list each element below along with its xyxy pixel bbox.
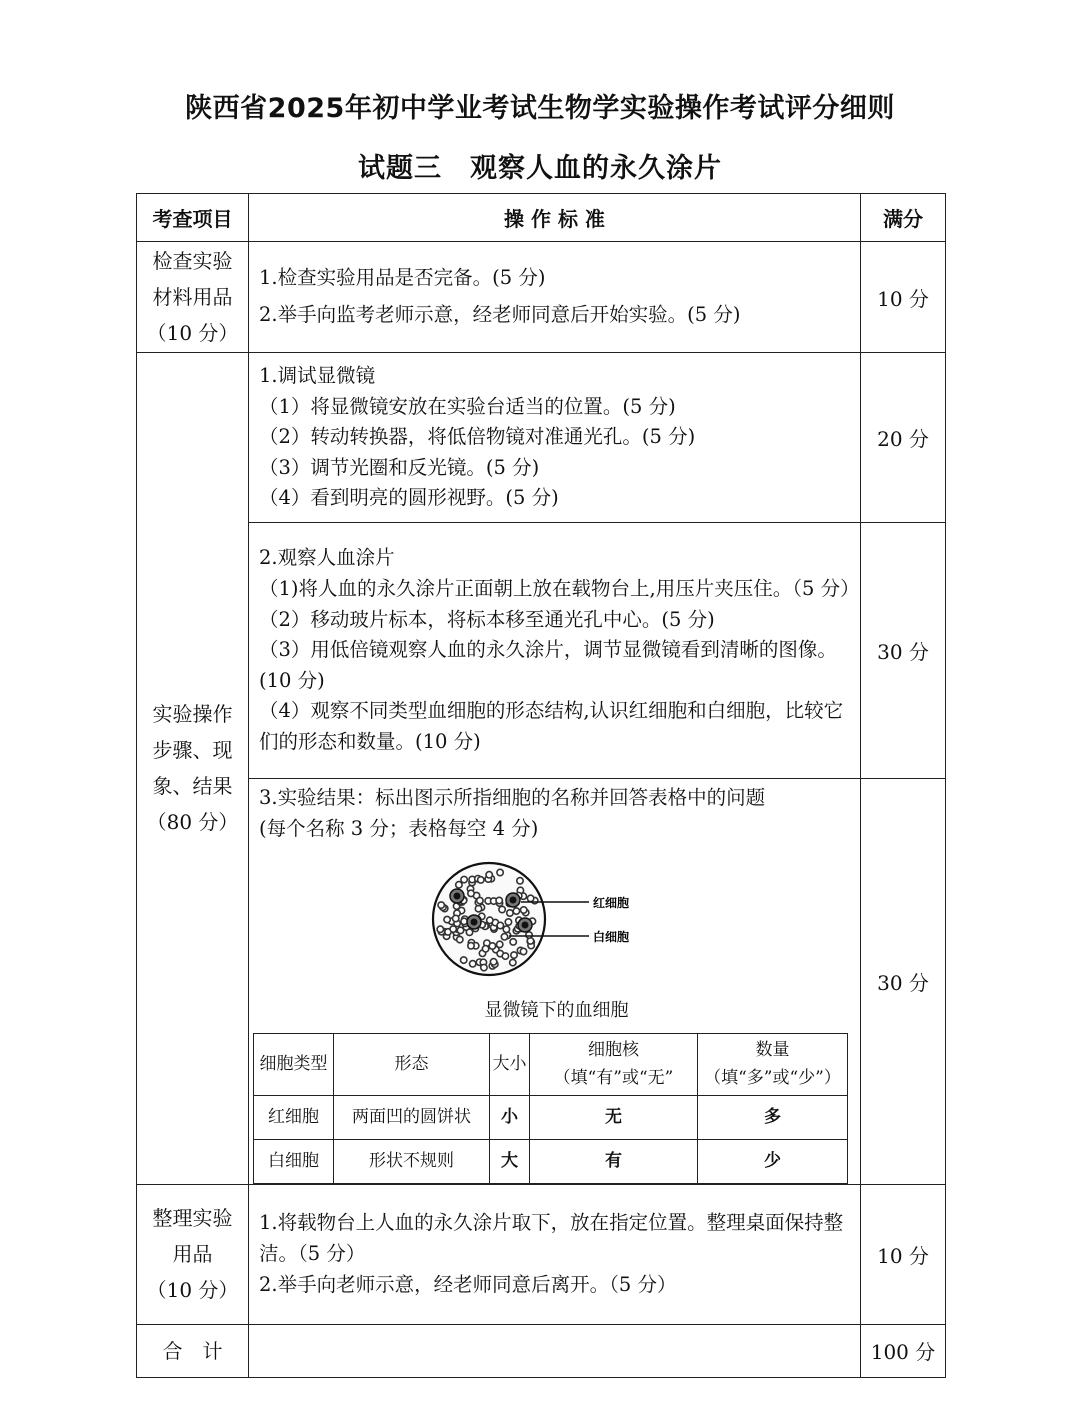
red-blood-cell-dot (482, 946, 488, 952)
red-blood-cell-dot (477, 898, 483, 904)
section1-standard: 1.检查实验用品是否完备。(5 分) 2.举手向监考老师示意，经老师同意后开始实验。(5 分) (249, 242, 861, 353)
col-nucleus: 细胞核（填“有”或“无” (530, 1033, 698, 1095)
section2-label: 实验操作 步骤、现 象、结果 （80 分） (137, 353, 249, 1185)
page-subtitle: 试题三 观察人血的永久涂片 (358, 153, 722, 184)
table-row: 白细胞 形状不规则 大 有 少 (254, 1139, 848, 1183)
red-blood-cell-dot (496, 897, 502, 903)
figure-caption: 显微镜下的血细胞 (484, 1000, 629, 1022)
total-label: 合 计 (137, 1324, 249, 1377)
section3-score: 10 分 (861, 1184, 946, 1324)
cell-nucleus-dot (510, 897, 517, 904)
red-blood-cell-dot (457, 937, 463, 943)
red-blood-cell-dot (450, 926, 456, 932)
red-blood-cell-dot (505, 919, 511, 925)
section2-part2-standard: 2.观察人血涂片 （1)将人血的永久涂片正面朝上放在载物台上,用压片夹压住。（5 分） （2）移动玻片标本，将标本移至通光孔中心。(5 分) （3）用低倍镜观察人血的永久涂片，调节显微镜看到清晰的图像。(10 分) （4）观察不同类型血细胞的形态结构,认识红细胞和白细胞，比较它们的形态和数量。(10 分) (249, 523, 861, 779)
red-blood-cell-dot (527, 895, 533, 901)
section2-part3-score: 30 分 (861, 779, 946, 1185)
red-blood-cell-dot (466, 929, 472, 935)
total-score: 100 分 (861, 1324, 946, 1377)
red-blood-cell-dot (503, 926, 509, 932)
red-blood-cell-dot (510, 939, 516, 945)
red-blood-cell-dot (437, 926, 443, 932)
red-blood-cell-dot (510, 960, 516, 966)
col-size: 大小 (490, 1033, 530, 1095)
microscope-view-illustration (259, 844, 855, 994)
red-blood-cell-dot (444, 917, 450, 923)
section2-part3-standard: 3.实验结果：标出图示所指细胞的名称并回答表格中的问题 (每个名称 3 分；表格每空 4 分) 红细胞 白细胞 显微镜下的血细胞 细胞类型 形态 大小 细胞核（填“有”或“无” 数量（填“多”或“少”） 红细胞 两面凹的圆饼状 小 无 多 白细胞 形状不规则 大 有 少 (249, 779, 861, 1185)
header-full-score: 满分 (861, 194, 946, 242)
red-blood-cell-dot (489, 943, 495, 949)
white-cell-label: 白细胞 (593, 930, 630, 945)
red-blood-cell-dot (497, 922, 503, 928)
blood-cell-figure (259, 844, 854, 994)
cell-nucleus-dot (522, 922, 529, 929)
red-blood-cell-dot (486, 872, 492, 878)
red-blood-cell-dot (490, 959, 496, 965)
header-standard: 操 作 标 准 (249, 194, 861, 242)
scoring-table (136, 193, 946, 1378)
section2-part1-score: 20 分 (861, 353, 946, 523)
cell-nucleus-dot (454, 893, 461, 900)
red-blood-cell-dot (461, 877, 467, 883)
red-blood-cell-dot (511, 952, 517, 958)
red-blood-cell-dot (526, 932, 532, 938)
red-blood-cell-dot (520, 948, 526, 954)
red-blood-cell-dot (513, 908, 519, 914)
red-blood-cell-dot (438, 902, 444, 908)
red-blood-cell-dot (468, 943, 474, 949)
table-row: 红细胞 两面凹的圆饼状 小 无 多 (254, 1095, 848, 1139)
red-blood-cell-dot (499, 906, 505, 912)
page-title: 陕西省2025年初中学业考试生物学实验操作考试评分细则 (185, 93, 895, 124)
red-blood-cell-dot (457, 927, 463, 933)
red-blood-cell-dot (468, 890, 474, 896)
red-blood-cell-dot (521, 907, 527, 913)
red-blood-cell-dot (461, 957, 467, 963)
red-blood-cell-dot (497, 869, 503, 875)
col-cell-type: 细胞类型 (254, 1033, 334, 1095)
section1-label: 检查实验 材料用品 （10 分） (137, 242, 249, 353)
red-blood-cell-dot (456, 882, 462, 888)
red-blood-cell-dot (481, 965, 487, 971)
cell-comparison-table (253, 1033, 848, 1184)
col-shape: 形态 (334, 1033, 490, 1095)
red-cell-label: 红细胞 (593, 896, 630, 911)
red-blood-cell-dot (470, 961, 476, 967)
section1-score: 10 分 (861, 242, 946, 353)
red-blood-cell-dot (497, 941, 503, 947)
total-standard-empty (249, 1324, 861, 1377)
cell-nucleus-dot (471, 919, 478, 926)
section2-part2-score: 30 分 (861, 523, 946, 779)
section2-part1-standard: 1.调试显微镜 （1）将显微镜安放在实验台适当的位置。(5 分) （2）转动转换器，将低倍物镜对准通光孔。(5 分) （3）调节光圈和反光镜。(5 分) （4）看到明亮的圆形视野。(5 分) (249, 353, 861, 523)
red-blood-cell-dot (502, 953, 508, 959)
red-blood-cell-dot (517, 878, 523, 884)
red-blood-cell-dot (507, 910, 513, 916)
red-blood-cell-dot (453, 915, 459, 921)
col-quantity: 数量（填“多”或“少”） (698, 1033, 848, 1095)
red-blood-cell-dot (501, 934, 507, 940)
header-item: 考查项目 (137, 194, 249, 242)
section3-label: 整理实验 用品 （10 分） (137, 1184, 249, 1324)
red-blood-cell-dot (478, 877, 484, 883)
section3-standard: 1.将载物台上人血的永久涂片取下，放在指定位置。整理桌面保持整洁。（5 分） 2.举手向老师示意，经老师同意后离开。（5 分） (249, 1184, 861, 1324)
